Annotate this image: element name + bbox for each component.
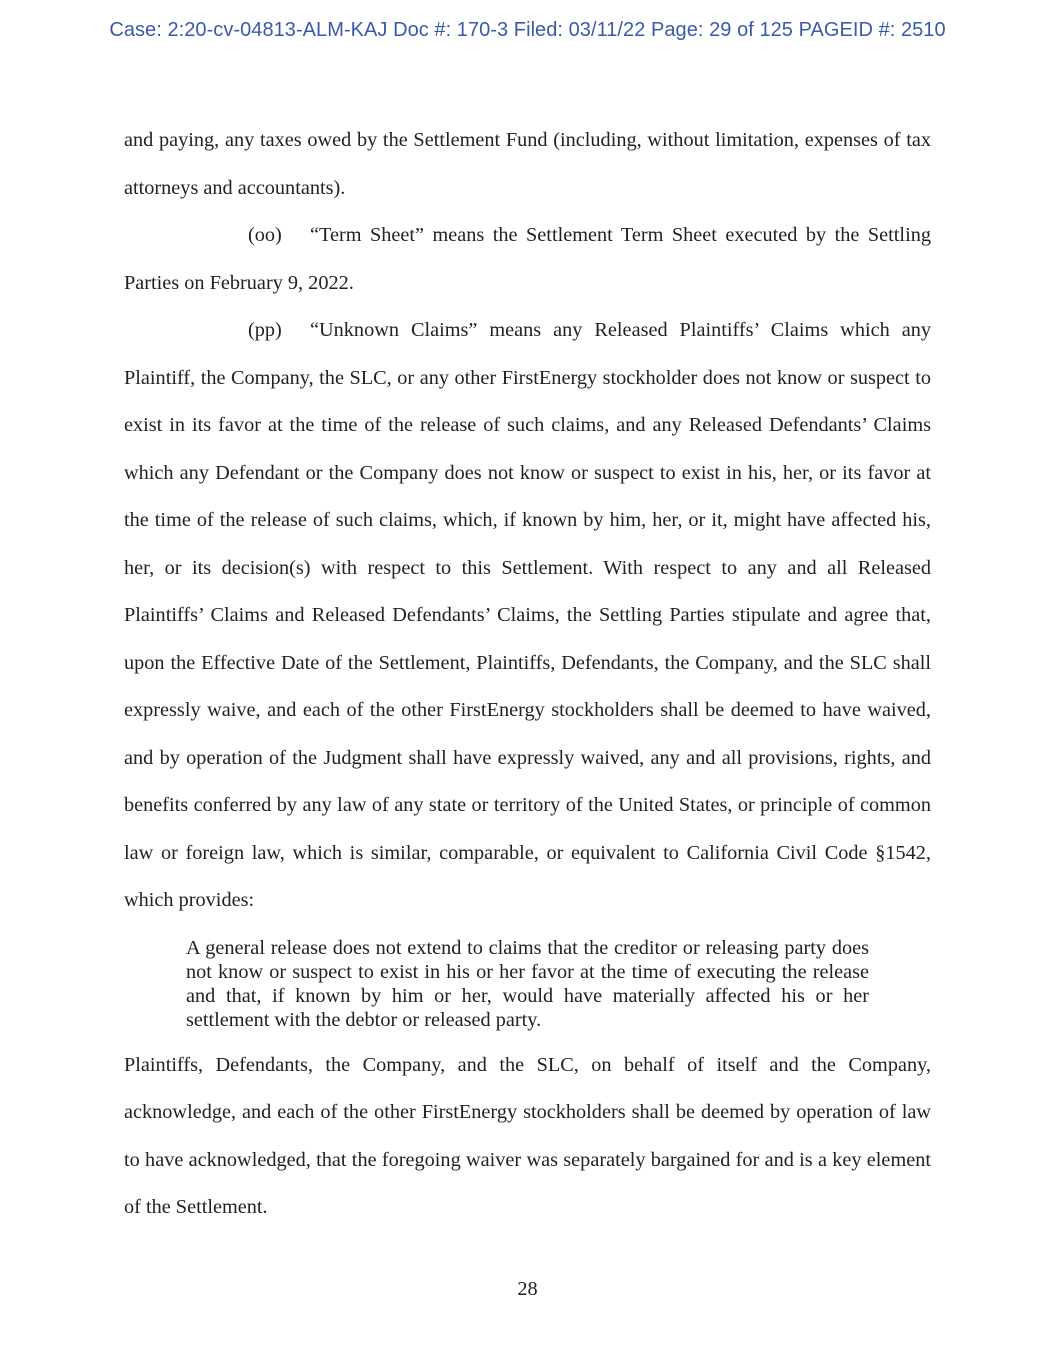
- paragraph-continuation: and paying, any taxes owed by the Settlement Fund (including, without limitation, expenses of tax attorneys and accountants).: [124, 129, 931, 199]
- unknown-claims-definition: “Unknown Claims” means any Released Plaintiffs’ Claims which any Plaintiff, the Company, the SLC, or any other FirstEnergy stockholder does not know or suspect to exist in its favor at the time of the release of such claims, and any Released Defendants’ Claims which any Defendant or the Company does not know or suspect to exist in his, her, or its favor at the time of the release of such claims, which, if known by him, her, or it, might have affected his, her, or its decision(s) with respect to this Settlement. With respect to any and all Released Plaintiffs’ Claims and Released Defendants’ Claims, the Settling Parties stipulate and agree that, upon the Effective Date of the Settlement, Plaintiffs, Defendants, the Company, and the SLC shall expressly waive, and each of the other FirstEnergy stockholders shall be deemed to have waived, and by operation of the Judgment shall have expressly waived, any and all provisions, rights, and benefits conferred by any law of any state or territory of the United States, or principle of common law or foreign law, which is similar, comparable, or equivalent to California Civil Code §1542, which provides:: [124, 319, 931, 911]
- enumerator-pp: (pp): [248, 319, 282, 341]
- document-body: [124, 117, 931, 1232]
- court-filing-stamp: Case: 2:20-cv-04813-ALM-KAJ Doc #: 170-3 Filed: 03/11/22 Page: 29 of 125 PAGEID #: 2510: [109, 19, 946, 41]
- term-sheet-definition: “Term Sheet” means the Settlement Term Sheet executed by the Settling Parties on February 9, 2022.: [124, 224, 931, 294]
- enumerator-oo: (oo): [248, 224, 282, 246]
- page-number: 28: [517, 1278, 538, 1300]
- paragraph-unknown-claims: [124, 307, 931, 925]
- paragraph-acknowledgement: Plaintiffs, Defendants, the Company, and the SLC, on behalf of itself and the Company, acknowledge, and each of the other FirstEnergy stockholders shall be deemed by operation of law to have acknowledged, that the foregoing waiver was separately bargained for and is a key element of the Settlement.: [124, 1053, 931, 1218]
- paragraph-term-sheet: [124, 212, 931, 307]
- civil-code-1542-quote: A general release does not extend to claims that the creditor or releasing party does not know or suspect to exist in his or her favor at the time of executing the release and that, if known by him or her, would have materially affected his or her settlement with the debtor or released party.: [186, 936, 869, 1031]
